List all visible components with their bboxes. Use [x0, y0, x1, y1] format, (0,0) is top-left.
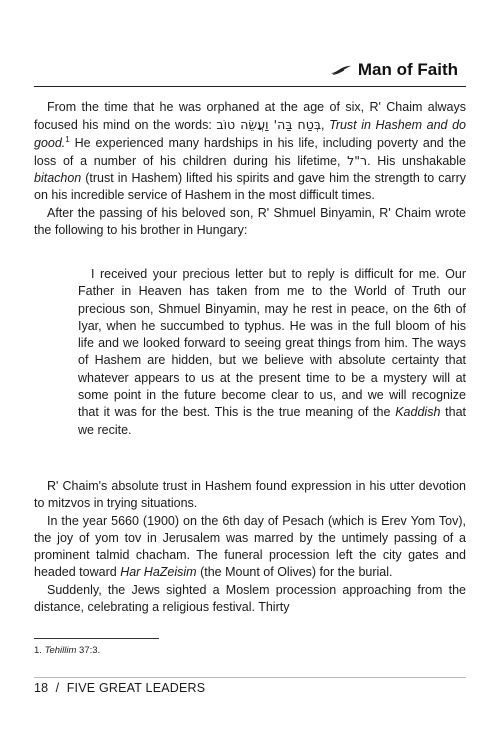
running-header [330, 60, 458, 80]
hebrew-abbrev: ר"ל [347, 152, 368, 168]
page-footer [34, 681, 205, 695]
letter-quote: I received your precious letter but to reply is difficult for me. Our Father in Heaven has taken from me to the World of Truth our precious son, Shmuel Binyamin, may he rest in peace, on the 6th of Iyar, when he succumbed to typhus. He was in the full bloom of his life and we looked forward to seeing great things from him. The ways of Hashem are hidden, but we believe with absolute certainty that whatever appears to us at the present time to be a mystery will at some point in the future become clear to us, and we will recognize that it was for the best. This is the true meaning of the Kaddish that we recite. [78, 267, 467, 437]
header-rule [34, 86, 466, 87]
page-number: 18 [34, 681, 49, 695]
footnote-ref[interactable]: 1 [65, 134, 70, 144]
paragraph-1: From the time that he was orphaned at the age of six, R' Chaim always focused his mind on the words: בְּטַח בַּה' וַעֲשֵׂה טוֹב, Trust in Hashem and do good.$^1$ He experienced many hardships in his life, including poverty and the loss of a number of his children during his lifetime, ר"ל. His unshakable bitachon (trust in Hashem) lifted his spirits and gave him the strength to carry on his incredible service of Hashem in the most difficult times. [34, 100, 466, 203]
paragraph-5: Suddenly, the Jews sighted a Moslem procession approaching from the distance, celebrating a religious festival. Thirty [34, 582, 466, 615]
block-quote [78, 266, 466, 439]
paragraph-2: After the passing of his beloved son, R' Shmuel Binyamin, R' Chaim wrote the following to his brother in Hungary: [34, 205, 466, 238]
italic-term-bitachon: bitachon [34, 171, 82, 186]
footer-rule [34, 677, 466, 678]
body-text-bottom [34, 478, 466, 616]
book-title: FIVE GREAT LEADERS [66, 681, 206, 695]
hebrew-verse: בְּטַח בַּה' וַעֲשֵׂה טוֹב [216, 117, 322, 133]
paragraph-4: In the year 5660 (1900) on the 6th day of Pesach (which is Erev Yom Tov), the joy of yom tov in Jerusalem was marred by the untimely passing of a prominent talmid chacham. The funeral procession left the city gates and headed toward Har HaZeisim (the Mount of Olives) for the burial. [34, 513, 466, 580]
footer-separator: / [55, 681, 60, 695]
italic-term-kaddish: Kaddish [395, 405, 441, 420]
body-text-top [34, 99, 466, 239]
footnote-rule [34, 638, 159, 639]
chapter-title: Man of Faith [357, 60, 458, 79]
verse-translation: Trust in Hashem and do good. [34, 118, 466, 150]
paragraph-3: R' Chaim's absolute trust in Hashem found expression in his utter devotion to mitzvos in trying situations. [34, 479, 466, 511]
italic-term-har-hazeisim: Har HaZeisim [120, 565, 197, 580]
quill-flourish-icon [330, 64, 352, 76]
footnote: 1. Tehillim 37:3. [34, 645, 101, 656]
